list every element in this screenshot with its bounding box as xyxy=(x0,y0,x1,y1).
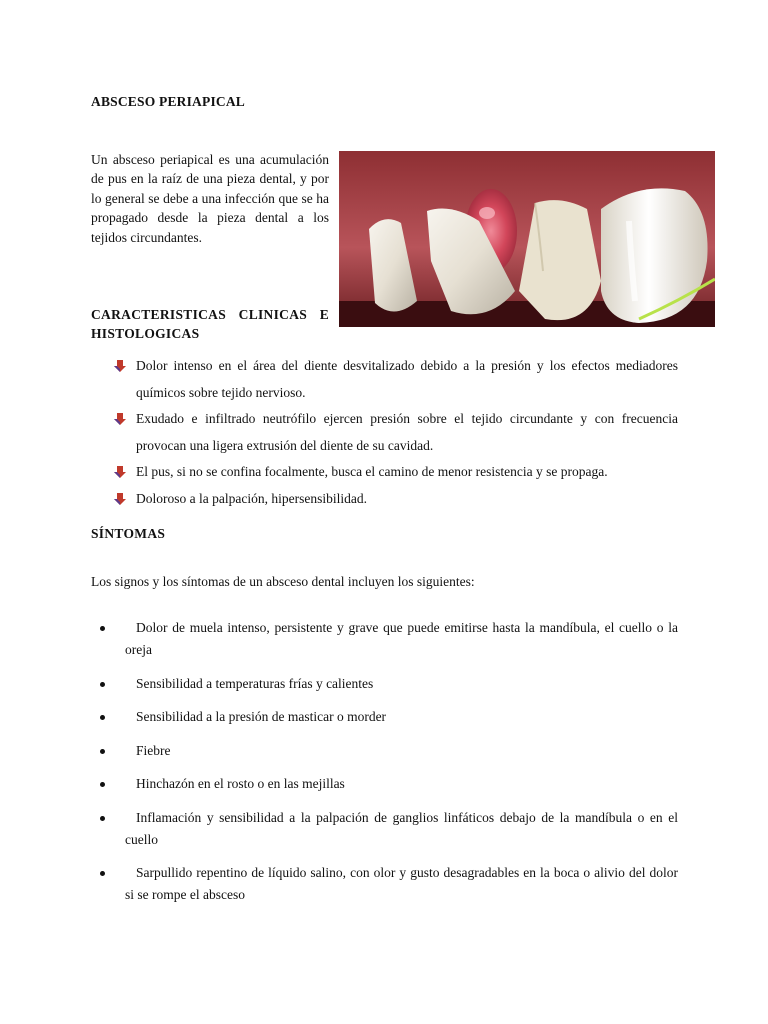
arrow-bullet-icon xyxy=(114,413,126,425)
clinical-item-text: El pus, si no se confina focalmente, busca el camino de menor resistencia y se propaga. xyxy=(136,464,608,479)
clinical-item-text: Exudado e infiltrado neutrófilo ejercen presión sobre el tejido circundante y con frecuencia provocan una ligera extrusión del diente de su cavidad. xyxy=(136,411,678,453)
bullet-dot-icon xyxy=(100,871,105,876)
dental-abscess-photo xyxy=(339,151,715,327)
clinical-item-text: Dolor intenso en el área del diente desvitalizado debido a la presión y los efectos mediadores químicos sobre tejido nervioso. xyxy=(136,358,678,400)
list-item xyxy=(114,486,678,513)
symptom-text: Sensibilidad a temperaturas frías y calientes xyxy=(136,675,374,691)
symptom-text: Sensibilidad a la presión de masticar o morder xyxy=(136,709,387,724)
symptoms-lead: Los signos y los síntomas de un absceso dental incluyen los siguientes: xyxy=(91,574,475,589)
bullet-dot-icon xyxy=(100,816,105,821)
symptom-text: Fiebre xyxy=(136,742,171,758)
symptom-text: Hinchazón en el rosto o en las mejillas xyxy=(136,776,345,791)
arrow-bullet-icon xyxy=(114,360,126,372)
list-item xyxy=(100,807,678,851)
symptoms-list xyxy=(100,617,678,918)
arrow-bullet-icon xyxy=(114,466,126,478)
list-item xyxy=(114,406,678,459)
list-item xyxy=(100,673,678,695)
clinical-item-text: Doloroso a la palpación, hipersensibilidad. xyxy=(136,490,367,506)
clinical-list xyxy=(114,353,678,512)
bullet-dot-icon xyxy=(100,749,105,754)
bullet-dot-icon xyxy=(100,782,105,787)
symptom-text: Sarpullido repentino de líquido salino, con olor y gusto desagradables en la boca o alivio del dolor si se rompe el absceso xyxy=(125,865,678,902)
bullet-dot-icon xyxy=(100,682,105,687)
list-item xyxy=(100,740,678,762)
document-title: ABSCESO PERIAPICAL xyxy=(91,94,246,109)
symptoms-heading: SÍNTOMAS xyxy=(91,526,166,541)
list-item xyxy=(100,706,678,728)
bullet-dot-icon xyxy=(100,626,105,631)
list-item xyxy=(100,773,678,795)
list-item xyxy=(100,617,678,661)
clinical-heading: CARACTERISTICAS CLINICAS E HISTOLOGICAS xyxy=(91,307,329,341)
arrow-bullet-icon xyxy=(114,493,126,505)
list-item xyxy=(100,862,678,906)
symptom-text: Dolor de muela intenso, persistente y grave que puede emitirse hasta la mandíbula, el cuello o la oreja xyxy=(125,620,678,657)
list-item xyxy=(114,459,678,486)
list-item xyxy=(114,353,678,406)
dental-abscess-photo-svg xyxy=(339,151,715,327)
intro-paragraph: Un absceso periapical es una acumulación de pus en la raíz de una pieza dental, y por lo general se debe a una infección que se ha propagado desde la pieza dental a los tejidos circundantes. xyxy=(91,152,329,245)
bullet-dot-icon xyxy=(100,715,105,720)
symptom-text: Inflamación y sensibilidad a la palpación de ganglios linfáticos debajo de la mandíbula o en el cuello xyxy=(125,809,678,847)
